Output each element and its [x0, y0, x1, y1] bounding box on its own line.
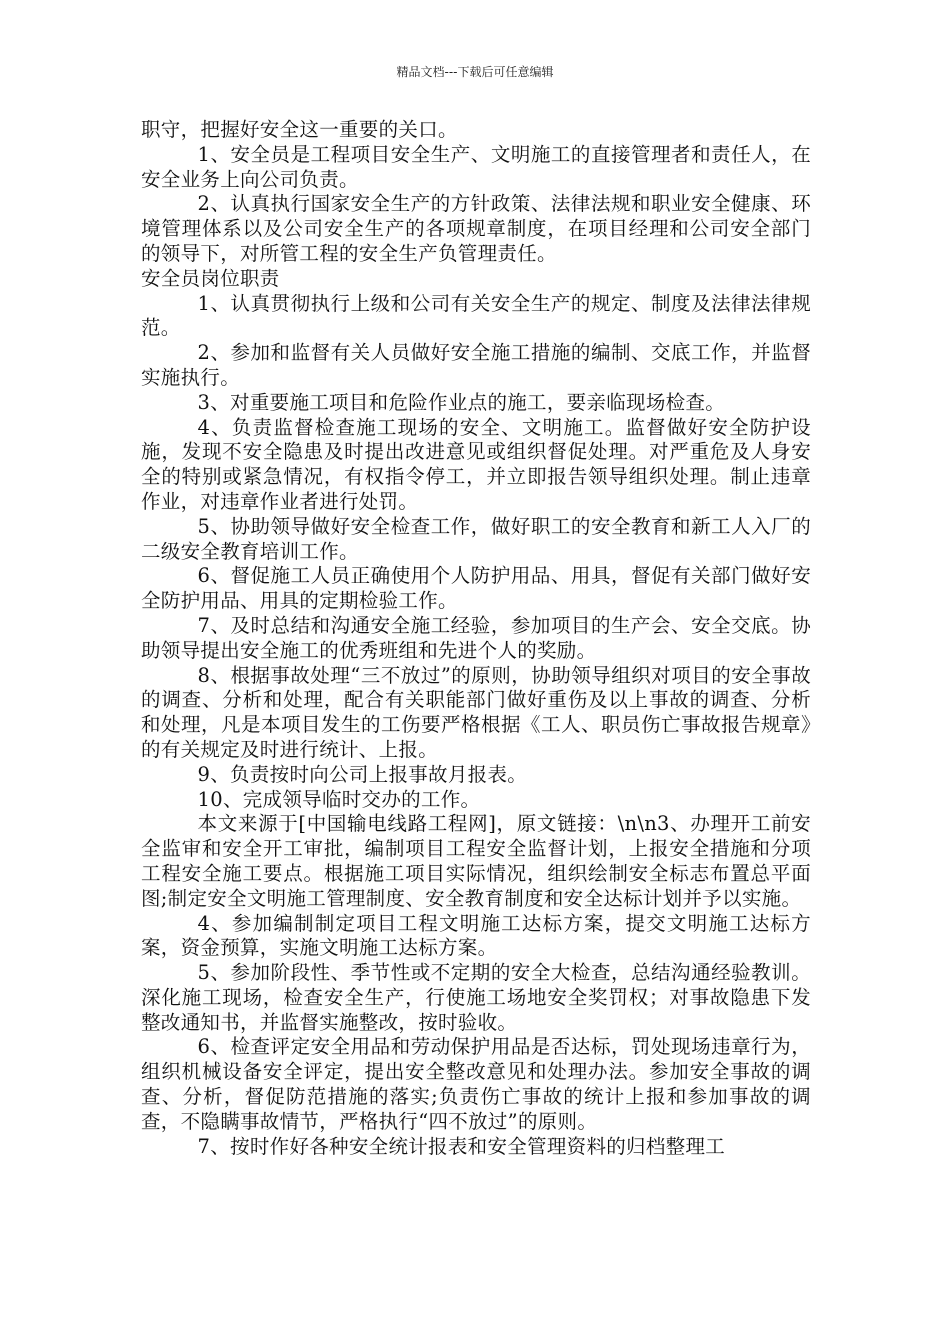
paragraph: 2、参加和监督有关人员做好安全施工措施的编制、交底工作，并监督实施执行。	[141, 341, 811, 389]
document-body	[141, 118, 811, 1159]
paragraph: 2、认真执行国家安全生产的方针政策、法律法规和职业安全健康、环境管理体系以及公司安全生产的各项规章制度，在项目经理和公司安全部门的领导下，对所管工程的安全生产负管理责任。	[141, 192, 811, 265]
paragraph: 10、完成领导临时交办的工作。	[197, 787, 481, 811]
paragraph: 职守，把握好安全这一重要的关口。	[141, 118, 458, 141]
paragraph: 本文来源于[中国输电线路工程网]，原文链接：\n\n3、办理开工前安全监审和安全开工审批，编制项目工程安全监督计划，上报安全措施和分项工程安全施工要点。根据施工项目实际情况，组织绘制安全标志布置总平面图;制定安全文明施工管理制度、安全教育制度和安全达标计划并予以实施。	[141, 812, 811, 910]
paragraph: 8、根据事故处理“三不放过”的原则，协助领导组织对项目的安全事故的调查、分析和处理，配合有关职能部门做好重伤及以上事故的调查、分析和处理，凡是本项目发生的工伤要严格根据《工人、职员伤亡事故报告规章》的有关规定及时进行统计、上报。	[141, 663, 811, 761]
paragraph: 6、检查评定安全用品和劳动保护用品是否达标，罚处现场违章行为，组织机械设备安全评定，提出安全整改意见和处理办法。参加安全事故的调查、分析，督促防范措施的落实;负责伤亡事故的统计上报和参加事故的调查，不隐瞒事故情节，严格执行“四不放过”的原则。	[141, 1035, 811, 1133]
paragraph: 9、负责按时向公司上报事故月报表。	[197, 762, 528, 786]
paragraph: 5、参加阶段性、季节性或不定期的安全大检查，总结沟通经验教训。深化施工现场，检查安全生产，行使施工场地安全奖罚权；对事故隐患下发整改通知书，并监督实施整改，按时验收。	[141, 961, 811, 1034]
paragraph: 6、督促施工人员正确使用个人防护用品、用具，督促有关部门做好安全防护用品、用具的定期检验工作。	[141, 564, 811, 613]
paragraph: 4、负责监督检查施工现场的安全、文明施工。监督做好安全防护设施，发现不安全隐患及时提出改进意见或组织督促处理。对严重危及人身安全的特别或紧急情况，有权指令停工，并立即报告领导组织处理。制止违章作业，对违章作业者进行处罚。	[141, 415, 811, 513]
page-header: 精品文档---下载后可任意编辑	[396, 65, 554, 79]
paragraph: 1、安全员是工程项目安全生产、文明施工的直接管理者和责任人，在安全业务上向公司负责。	[141, 142, 811, 191]
paragraph: 5、协助领导做好安全检查工作，做好职工的安全教育和新工人入厂的二级安全教育培训工作。	[141, 514, 811, 563]
paragraph: 4、参加编制制定项目工程文明施工达标方案，提交文明施工达标方案，资金预算，实施文明施工达标方案。	[141, 911, 811, 960]
paragraph: 7、按时作好各种安全统计报表和安全管理资料的归档整理工	[197, 1134, 726, 1158]
paragraph: 1、认真贯彻执行上级和公司有关安全生产的规定、制度及法律法律规范。	[141, 291, 811, 340]
paragraph: 7、及时总结和沟通安全施工经验，参加项目的生产会、安全交底。协助领导提出安全施工的优秀班组和先进个人的奖励。	[141, 613, 811, 662]
paragraph: 3、对重要施工项目和危险作业点的施工，要亲临现场检查。	[197, 390, 726, 414]
section-heading: 安全员岗位职责	[141, 266, 280, 290]
